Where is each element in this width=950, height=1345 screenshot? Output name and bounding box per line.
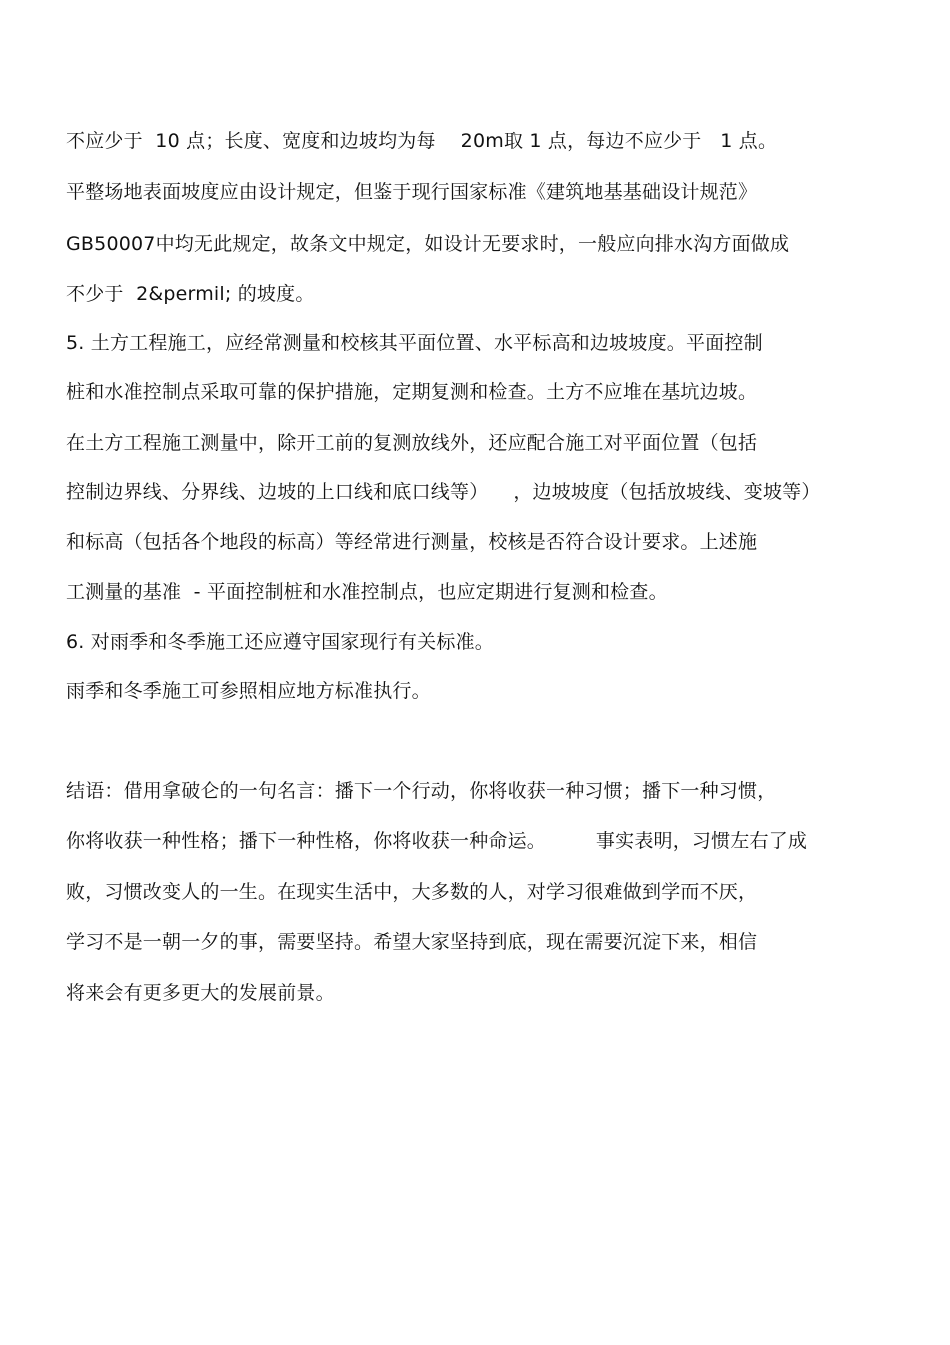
text-line: GB50007中均无此规定，故条文中规定，如设计无要求时，一般应向排水沟方面做成	[66, 233, 790, 255]
text-line: 不少于 2&permil; 的坡度。	[66, 283, 315, 305]
text-line: 雨季和冬季施工可参照相应地方标准执行。	[66, 680, 431, 702]
text-line: 桩和水准控制点采取可靠的保护措施，定期复测和检查。土方不应堆在基坑边坡。	[66, 381, 758, 403]
text-line: 将来会有更多更大的发展前景。	[66, 982, 335, 1004]
text-line: 败，习惯改变人的一生。在现实生活中，大多数的人，对学习很难做到学而不厌，	[66, 881, 758, 903]
text-line: 你将收获一种性格；播下一种性格，你将收获一种命运。 事实表明，习惯左右了成	[66, 830, 808, 852]
text-line: 结语：借用拿破仑的一句名言：播下一个行动，你将收获一种习惯；播下一种习惯，	[66, 780, 777, 802]
text-line: 控制边界线、分界线、边坡的上口线和底口线等） ，边坡坡度（包括放坡线、变坡等）	[66, 481, 821, 503]
text-line: 5. 土方工程施工，应经常测量和校核其平面位置、水平标高和边坡坡度。平面控制	[66, 332, 763, 354]
text-line: 学习不是一朝一夕的事，需要坚持。希望大家坚持到底，现在需要沉淀下来，相信	[66, 931, 758, 953]
text-line: 工测量的基准 - 平面控制桩和水准控制点，也应定期进行复测和检查。	[66, 581, 668, 603]
text-line: 和标高（包括各个地段的标高）等经常进行测量，校核是否符合设计要求。上述施	[66, 531, 758, 553]
text-line: 不应少于 10 点；长度、宽度和边坡均为每 20m取 1 点，每边不应少于 1 点。	[66, 130, 778, 152]
text-line: 平整场地表面坡度应由设计规定，但鉴于现行国家标准《建筑地基基础设计规范》	[66, 181, 758, 203]
text-line: 在土方工程施工测量中，除开工前的复测放线外，还应配合施工对平面位置（包括	[66, 432, 758, 454]
text-line: 6. 对雨季和冬季施工还应遵守国家现行有关标准。	[66, 631, 494, 653]
